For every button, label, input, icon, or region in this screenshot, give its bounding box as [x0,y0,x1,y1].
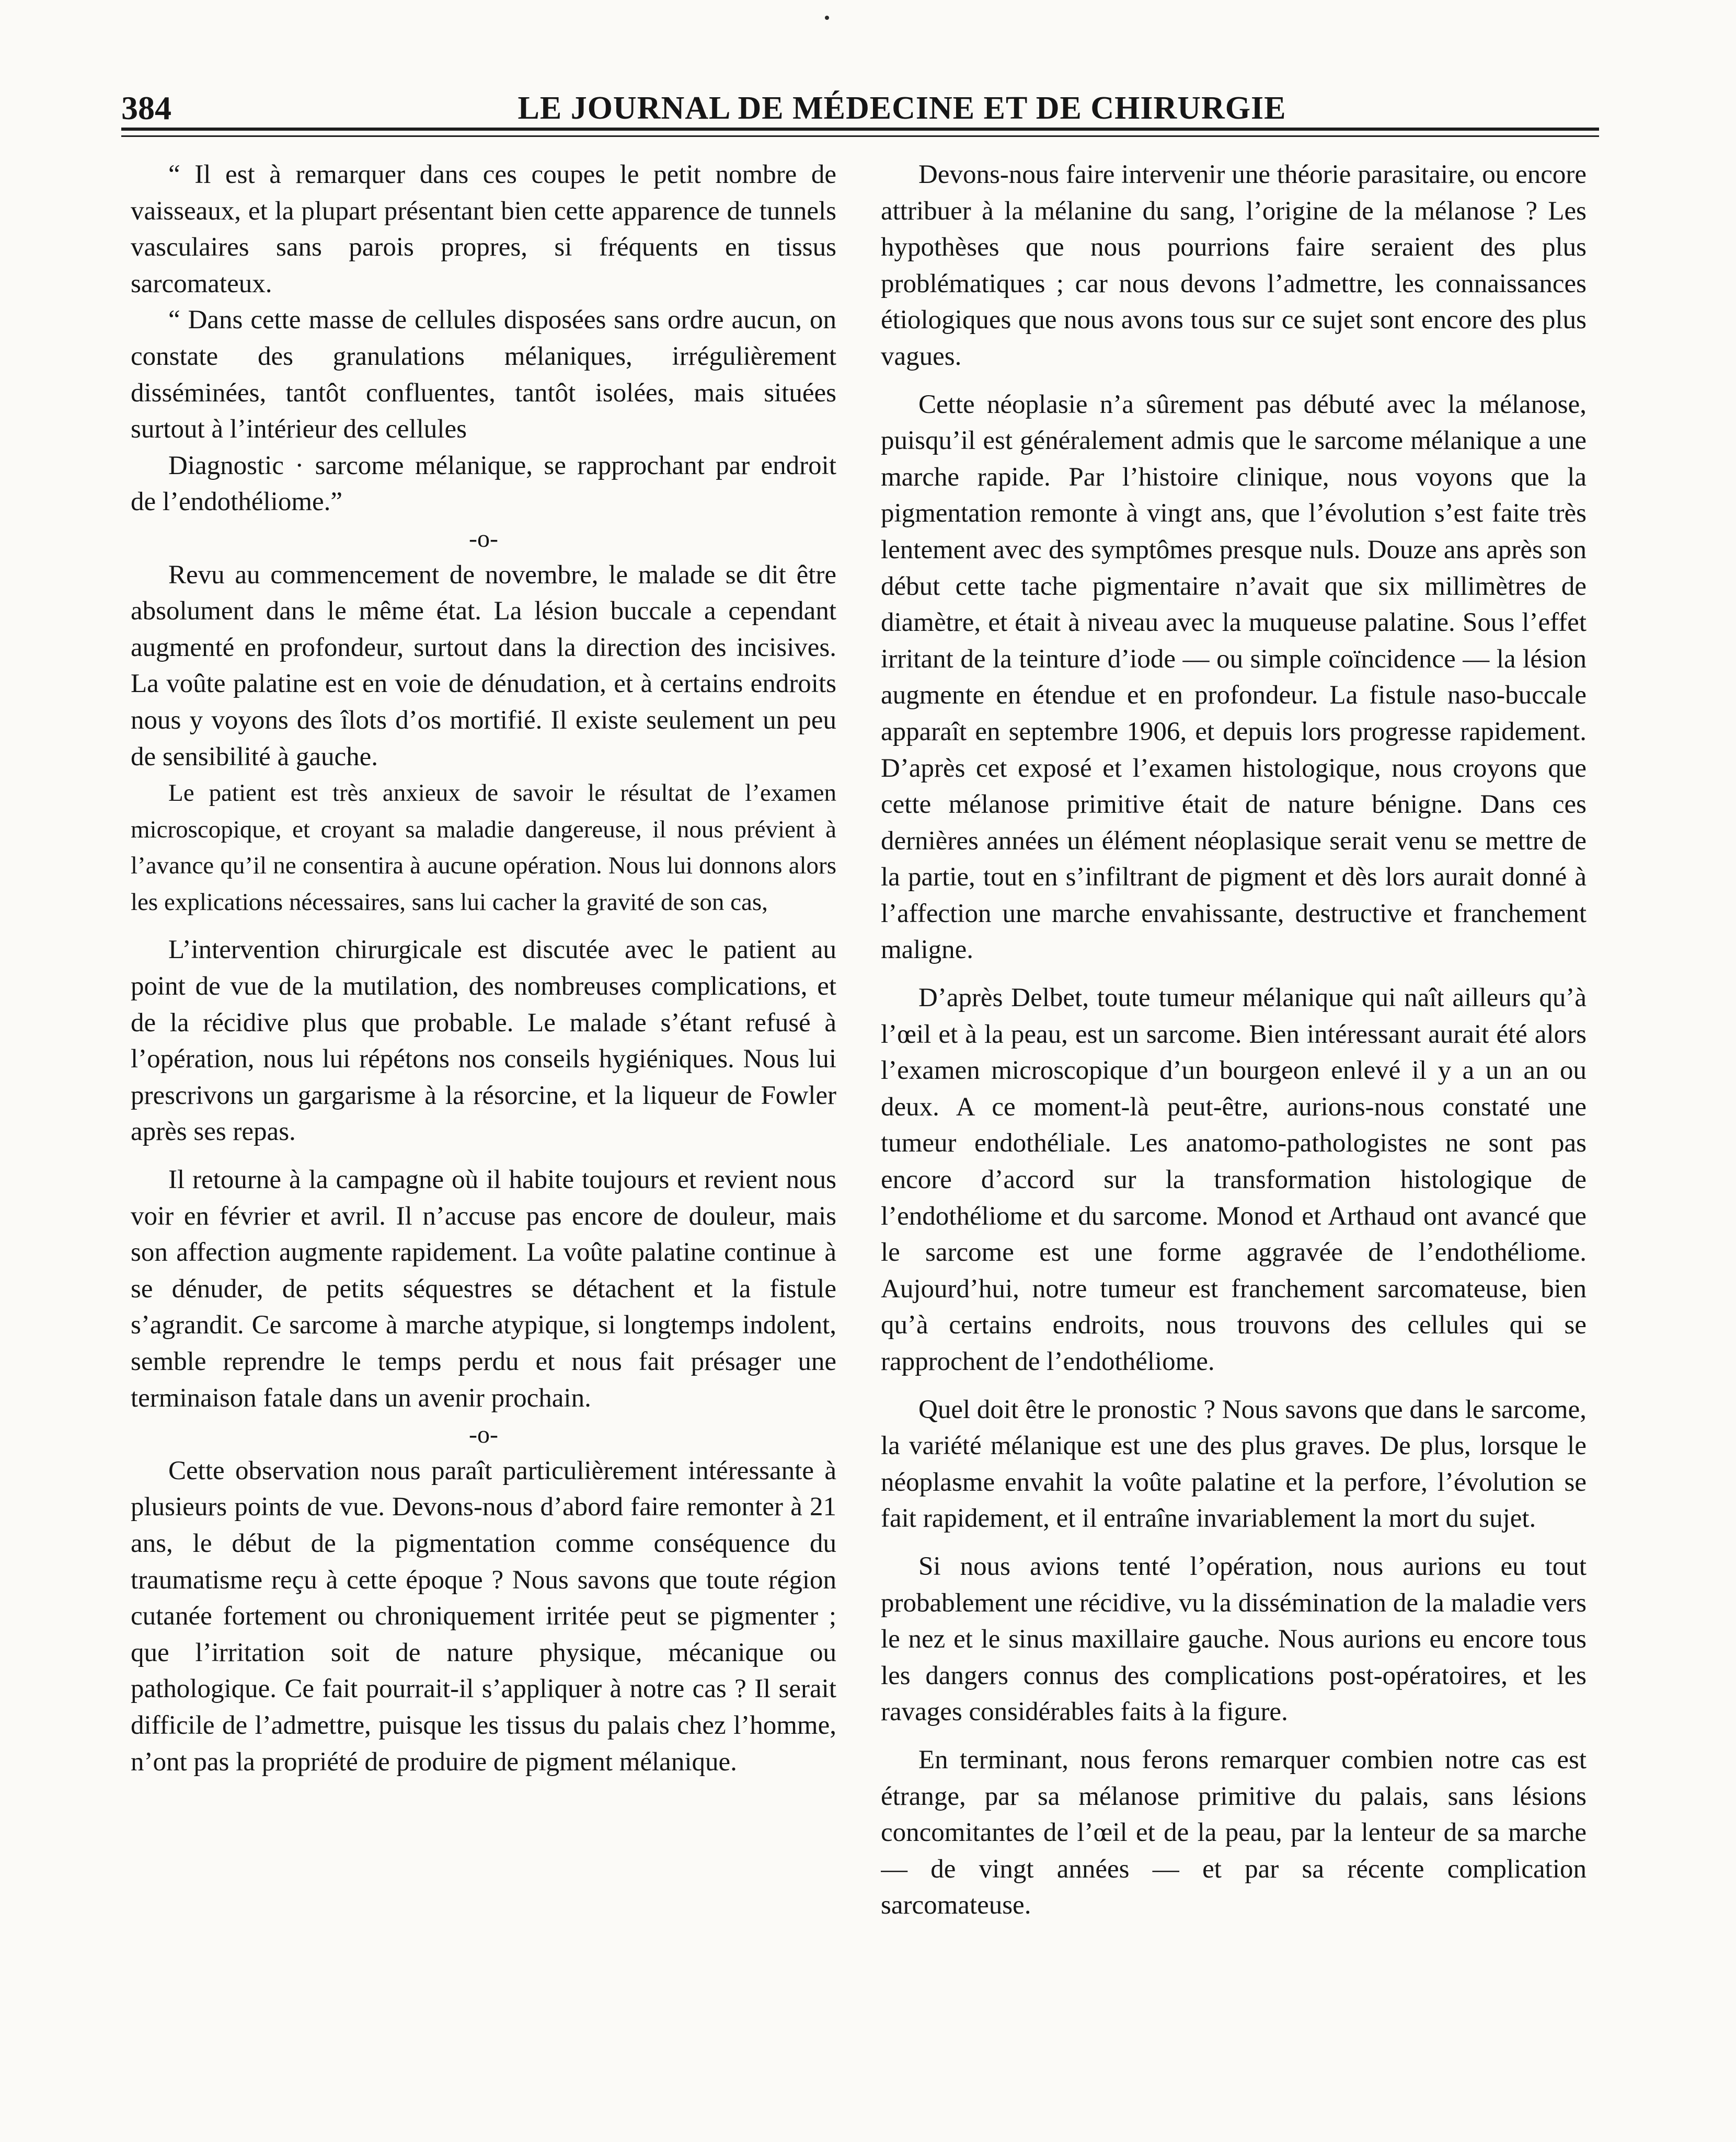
header-rule [121,128,1599,137]
right-column [881,157,1586,2049]
print-speck [825,16,829,20]
page-header [121,90,1599,126]
paragraph: Si nous avions tenté l’opération, nous aurions eu tout probablement une récidive, vu la dissémination de la maladie vers le nez et le sinus maxillaire gauche. Nous aurions eu encore tous les dangers connus des complications post-opératoires, et les ravages considérables faits à la figure. [881,1551,1586,1727]
paragraph: “ Dans cette masse de cellules disposées sans ordre aucun, on constate des granulations mélaniques, irrégulièrement disséminées, tantôt confluentes, tantôt isolées, mais situées surtout à l’intérieur des cellules [131,305,836,444]
paragraph: L’intervention chirurgicale est discutée avec le patient au point de vue de la mutilation, des nombreuses complications, et de la récidive plus que probable. Le malade s’étant refusé à l’opération, nous lui répétons nos conseils hygiéniques. Nous lui prescrivons un gargarisme à la résorcine, et la liqueur de Fowler après ses repas. [131,935,836,1147]
page-number: 384 [121,89,171,126]
paragraph: Diagnostic · sarcome mélanique, se rapprochant par endroit de l’endothéliome.” [131,451,836,517]
paragraph: D’après Delbet, toute tumeur mélanique qui naît ailleurs qu’à l’œil et à la peau, est un sarcome. Bien intéressant aurait été alors l’examen microscopique d’un bourgeon enlevé il y a un an ou deux. A ce moment-là peut-être, aurions-nous constaté une tumeur endothéliale. Les anatomo-pathologistes ne sont pas encore d’accord sur la transformation histologique de l’endothéliome et du sarcome. Monod et Arthaud ont avancé que le sarcome est une forme aggravée de l’endothéliome. Aujourd’hui, notre tumeur est franchement sarcomateuse, bien qu’à certains endroits, nous trouvons des cellules qui se rapprochent de l’endothéliome. [881,983,1586,1376]
paragraph: Revu au commencement de novembre, le malade se dit être absolument dans le même état. La lésion buccale a cependant augmenté en profondeur, surtout dans la direction des incisives. La voûte palatine est en voie de dénudation, et à certains endroits nous y voyons des îlots d’os mortifié. Il existe seulement un peu de sensibilité à gauche. [131,560,836,771]
paragraph: Cette néoplasie n’a sûrement pas débuté avec la mélanose, puisqu’il est généralement admis que le sarcome mélanique a une marche rapide. Par l’histoire clinique, nous voyons que la pigmentation remonte à vingt ans, que l’évolution s’est faite très lentement avec des symptômes presque nuls. Douze ans après son début cette tache pigmentaire n’avait que six millimètres de diamètre, et était à niveau avec la muqueuse palatine. Sous l’effet irritant de la teinture d’iode — ou simple coïncidence — la lésion augmente en étendue et en profondeur. La fistule naso-buccale apparaît en septembre 1906, et depuis lors progresse rapidement. D’après cet exposé et l’examen histologique, nous croyons que cette mélanose primitive était de nature bénigne. Dans ces dernières années un élément néoplasique serait venu se mettre de la partie, tout en s’infiltrant de pigment et dès lors aurait donné à l’affection une marche envahissante, destructive et franchement maligne. [881,389,1586,965]
section-separator: -o- [469,1421,498,1449]
paragraph: “ Il est à remarquer dans ces coupes le petit nombre de vaisseaux, et la plupart présentant bien cette apparence de tunnels vasculaires sans parois propres, si fréquents en tissus sarcomateux. [131,160,836,298]
paragraph: En terminant, nous ferons remarquer combien notre cas est étrange, par sa mélanose primitive du palais, sans lésions concomitantes de l’œil et de la peau, par la lenteur de sa marche — de vingt années — et par sa récente complication sarcomateuse. [881,1745,1586,1920]
paragraph: Quel doit être le pronostic ? Nous savons que dans le sarcome, la variété mélanique est une des plus graves. De plus, lorsque le néoplasme envahit la voûte palatine et la perfore, l’évolution se fait rapidement, et il entraîne invariablement la mort du sujet. [881,1395,1586,1534]
paragraph: Devons-nous faire intervenir une théorie parasitaire, ou encore attribuer à la mélanine du sang, l’origine de la mélanose ? Les hypothèses que nous pourrions faire seraient des plus problématiques ; car nous devons l’admettre, les connaissances étiologiques que nous avons tous sur ce sujet sont encore des plus vagues. [881,160,1586,371]
section-separator: -o- [469,524,498,552]
left-column [131,157,836,2049]
paragraph: Le patient est très anxieux de savoir le résultat de l’examen microscopique, et croyant sa maladie dangereuse, il nous prévient à l’avance qu’il ne consentira à aucune opération. Nous lui donnons alors les explications nécessaires, sans lui cacher la gravité de son cas, [131,779,836,916]
paragraph: Il retourne à la campagne où il habite toujours et revient nous voir en février et avril. Il n’accuse pas encore de douleur, mais son affection augmente rapidement. La voûte palatine continue à se dénuder, de petits séquestres se détachent et la fistule s’agrandit. Ce sarcome à marche atypique, si longtemps indolent, semble reprendre le temps perdu et nous fait présager une terminaison fatale dans un avenir prochain. [131,1165,836,1413]
running-title: LE JOURNAL DE MÉDECINE ET DE CHIRURGIE [518,90,1286,126]
paragraph: Cette observation nous paraît particulièrement intéressante à plusieurs points de vue. Devons-nous d’abord faire remonter à 21 ans, le début de la pigmentation comme conséquence du traumatisme reçu à cette époque ? Nous savons que toute région cutanée fortement ou chroniquement irritée peut se pigmenter ; que l’irritation soit de nature physique, mécanique ou pathologique. Ce fait pourrait-il s’appliquer à notre cas ? Il serait difficile de l’admettre, puisque les tissus du palais chez l’homme, n’ont pas la propriété de produire de pigment mélanique. [131,1456,836,1777]
